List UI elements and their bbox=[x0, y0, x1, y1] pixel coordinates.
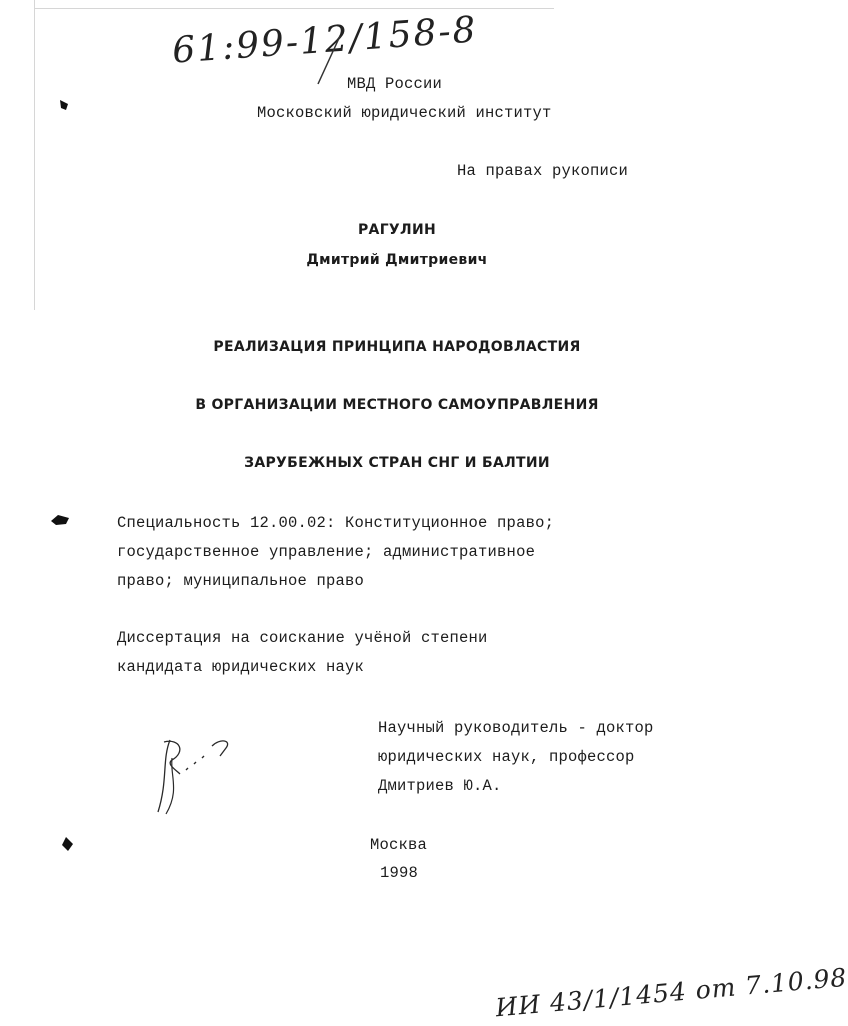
title-line-2: В ОРГАНИЗАЦИИ МЕСТНОГО САМОУПРАВЛЕНИЯ bbox=[195, 397, 599, 413]
city: Москва bbox=[370, 836, 428, 854]
supervisor-line-3: Дмитриев Ю.А. bbox=[378, 777, 502, 795]
author-surname: РАГУЛИН bbox=[358, 222, 436, 238]
author-name: Дмитрий Дмитриевич bbox=[306, 252, 488, 268]
title-line-1: РЕАЛИЗАЦИЯ ПРИНЦИПА НАРОДОВЛАСТИЯ bbox=[213, 339, 581, 355]
binding-hole-mark bbox=[60, 836, 74, 852]
handwritten-catalog-number: 61:99-12/158-8 bbox=[170, 9, 479, 72]
manuscript-note: На правах рукописи bbox=[457, 162, 629, 180]
title-line-3: ЗАРУБЕЖНЫХ СТРАН СНГ И БАЛТИИ bbox=[244, 455, 550, 471]
institute: Московский юридический институт bbox=[257, 104, 552, 122]
binding-hole-mark bbox=[58, 98, 70, 112]
degree-line-2: кандидата юридических наук bbox=[117, 658, 365, 676]
handwritten-inventory-note: ИИ 43/1/1454 от 7.10.98 bbox=[494, 962, 848, 1023]
ministry: МВД России bbox=[347, 75, 443, 93]
year: 1998 bbox=[380, 864, 419, 882]
specialty-line-1: Специальность 12.00.02: Конституционное право; bbox=[117, 514, 555, 532]
specialty-line-2: государственное управление; административное bbox=[117, 543, 536, 561]
binding-hole-mark bbox=[50, 514, 70, 526]
supervisor-line-1: Научный руководитель - доктор bbox=[378, 719, 654, 737]
scan-edge-top bbox=[34, 8, 554, 9]
supervisor-line-2: юридических наук, профессор bbox=[378, 748, 635, 766]
specialty-line-3: право; муниципальное право bbox=[117, 572, 365, 590]
degree-line-1: Диссертация на соискание учёной степени bbox=[117, 629, 488, 647]
handwritten-signature bbox=[140, 730, 250, 820]
